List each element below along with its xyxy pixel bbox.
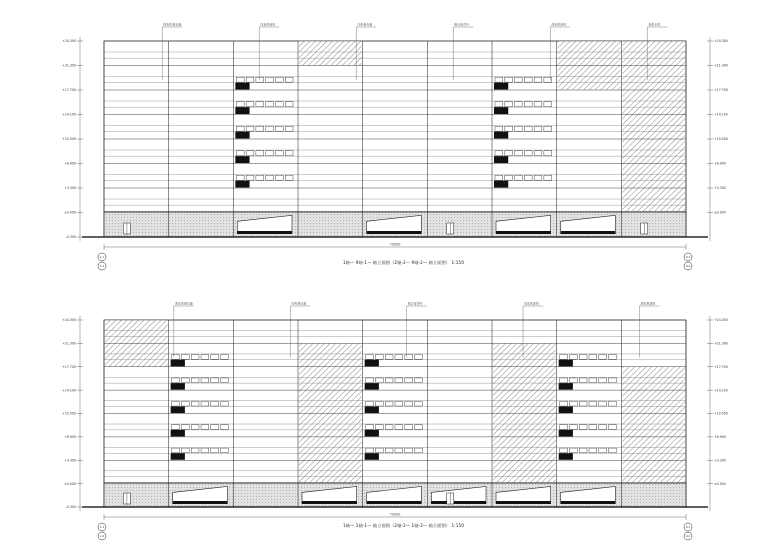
window-pane (236, 175, 244, 180)
elevation-top (62, 22, 728, 271)
balcony-rail (365, 360, 379, 367)
window-pane (221, 355, 229, 360)
window-pane (385, 378, 393, 383)
balcony-rail (365, 406, 379, 413)
window-pane (256, 175, 264, 180)
dock-sill (496, 501, 551, 504)
window-pane (515, 77, 523, 82)
level-mark-left: +10.500 (62, 411, 76, 416)
elevation-bottom-title: 1轴— 1轴-1— 轴立面图（2轴-2— 1轴-2— 轴立面图） 1:150 (343, 523, 465, 528)
window-pane (609, 401, 617, 406)
window-pane (285, 102, 293, 107)
window-pane (579, 425, 587, 430)
window-pane (599, 355, 607, 360)
dock-sill (302, 501, 357, 504)
elevation-top-title: 1轴— 9轴-1— 轴立面图（2轴-2— 9轴-2— 轴立面图） 1:150 (343, 260, 465, 265)
window-pane (172, 355, 180, 360)
window-pane (366, 355, 374, 360)
balcony-rail (171, 360, 185, 367)
window-pane (495, 151, 503, 156)
window-pane (599, 448, 607, 453)
window-pane (534, 102, 542, 107)
window-pane (544, 77, 552, 82)
window-pane (275, 151, 283, 156)
material-callout: 深灰色涂料 (640, 301, 656, 306)
material-callout: 铝合金百叶 (407, 301, 423, 306)
window-pane (524, 151, 532, 156)
window-pane (285, 151, 293, 156)
window-pane (366, 378, 374, 383)
window-pane (366, 425, 374, 430)
dock-sill (237, 231, 292, 234)
level-mark-left: +21.300 (62, 63, 76, 68)
window-pane (599, 425, 607, 430)
window-pane (266, 102, 274, 107)
level-mark-left: +14.100 (62, 112, 76, 117)
balcony-rail (171, 406, 185, 413)
window-pane (211, 401, 219, 406)
balcony-rail (494, 156, 508, 163)
window-pane (589, 448, 597, 453)
window-pane (385, 425, 393, 430)
window-pane (211, 355, 219, 360)
axis-bubble-label: 1-2 (99, 535, 105, 539)
window-pane (385, 448, 393, 453)
window-pane (515, 126, 523, 131)
window-pane (495, 102, 503, 107)
window-pane (172, 425, 180, 430)
hatched-panel (299, 41, 362, 66)
window-pane (405, 425, 413, 430)
window-pane (256, 126, 264, 131)
window-pane (415, 425, 423, 430)
axis-bubble-label: 9-1 (685, 526, 691, 530)
window-pane (191, 448, 199, 453)
window-pane (609, 448, 617, 453)
level-mark-left: -0.300 (65, 235, 76, 240)
window-pane (211, 425, 219, 430)
window-pane (221, 378, 229, 383)
window-pane (534, 151, 542, 156)
window-pane (201, 448, 209, 453)
level-mark-left: ±0.000 (64, 481, 76, 486)
dock-sill (173, 501, 228, 504)
window-pane (375, 401, 383, 406)
material-callout: 浅灰色涂料 (260, 22, 276, 27)
axis-bubble-label: 9-2 (685, 265, 691, 269)
level-mark-right: +14.100 (714, 388, 728, 393)
level-mark-right: ±0.000 (714, 210, 726, 215)
window-pane (266, 151, 274, 156)
axis-bubble-label: 9-2 (685, 535, 691, 539)
window-pane (256, 102, 264, 107)
window-pane (524, 126, 532, 131)
window-pane (395, 448, 403, 453)
window-pane (505, 77, 513, 82)
window-pane (266, 175, 274, 180)
window-pane (495, 126, 503, 131)
dock-sill (561, 231, 616, 234)
window-pane (201, 355, 209, 360)
window-pane (534, 77, 542, 82)
window-pane (211, 448, 219, 453)
axis-bubble-label: 9-1 (685, 256, 691, 260)
window-pane (524, 77, 532, 82)
window-pane (609, 425, 617, 430)
level-mark-right: +3.300 (714, 186, 726, 191)
window-pane (285, 77, 293, 82)
level-mark-left: -0.300 (65, 505, 76, 510)
dock-sill (431, 501, 486, 504)
window-pane (589, 425, 597, 430)
window-pane (405, 448, 413, 453)
balcony-rail (559, 430, 573, 437)
window-pane (495, 77, 503, 82)
window-pane (256, 77, 264, 82)
window-pane (579, 401, 587, 406)
level-mark-right: +10.500 (714, 137, 728, 142)
window-pane (599, 401, 607, 406)
window-pane (560, 425, 568, 430)
window-pane (181, 401, 189, 406)
balcony-rail (559, 406, 573, 413)
window-pane (236, 151, 244, 156)
window-pane (560, 378, 568, 383)
window-pane (385, 355, 393, 360)
window-pane (505, 175, 513, 180)
window-pane (246, 126, 254, 131)
window-pane (181, 378, 189, 383)
window-pane (495, 175, 503, 180)
window-pane (201, 401, 209, 406)
material-callout: 白色真石漆 (357, 22, 373, 27)
material-callout: 灰色石材 (648, 22, 661, 27)
level-mark-left: ±0.000 (64, 210, 76, 215)
balcony-rail (559, 360, 573, 367)
window-pane (221, 401, 229, 406)
window-pane (275, 77, 283, 82)
window-pane (515, 102, 523, 107)
window-pane (211, 378, 219, 383)
level-mark-right: +17.700 (714, 88, 728, 93)
window-pane (246, 151, 254, 156)
window-pane (395, 425, 403, 430)
window-pane (266, 77, 274, 82)
window-pane (569, 401, 577, 406)
window-pane (579, 355, 587, 360)
level-mark-left: +14.100 (62, 388, 76, 393)
axis-bubble-label: 1-1 (99, 256, 105, 260)
window-pane (375, 425, 383, 430)
window-pane (589, 378, 597, 383)
balcony-rail (559, 383, 573, 390)
window-pane (395, 355, 403, 360)
window-pane (246, 102, 254, 107)
window-pane (285, 126, 293, 131)
level-mark-left: +6.900 (64, 161, 76, 166)
balcony-rail (559, 453, 573, 460)
balcony-rail (494, 83, 508, 90)
window-pane (505, 151, 513, 156)
window-pane (236, 126, 244, 131)
level-mark-right: +21.300 (714, 341, 728, 346)
window-pane (569, 378, 577, 383)
window-pane (375, 448, 383, 453)
level-mark-left: +17.700 (62, 364, 76, 369)
window-pane (524, 102, 532, 107)
window-pane (181, 355, 189, 360)
material-callout: 深灰色涂料 (551, 22, 567, 27)
axis-bubble-label: 1-2 (99, 265, 105, 269)
window-pane (191, 378, 199, 383)
balcony-rail (365, 430, 379, 437)
window-pane (599, 378, 607, 383)
window-pane (275, 175, 283, 180)
level-mark-right: +3.300 (714, 458, 726, 463)
balcony-rail (171, 430, 185, 437)
window-pane (569, 448, 577, 453)
balcony-rail (494, 132, 508, 139)
window-pane (385, 401, 393, 406)
window-pane (172, 448, 180, 453)
level-mark-left: +6.900 (64, 435, 76, 440)
level-mark-right: +6.900 (714, 161, 726, 166)
window-pane (515, 151, 523, 156)
hatched-panel (622, 41, 685, 213)
window-pane (405, 378, 413, 383)
level-mark-left: +21.300 (62, 341, 76, 346)
window-pane (275, 126, 283, 131)
hatched-panel (622, 367, 685, 484)
window-pane (560, 401, 568, 406)
level-mark-left: +3.300 (64, 186, 76, 191)
elevation-bottom (62, 301, 728, 541)
balcony-rail (171, 383, 185, 390)
dock-sill (367, 501, 422, 504)
window-pane (181, 448, 189, 453)
balcony-rail (235, 132, 249, 139)
axis-bubble-label: 1-1 (99, 526, 105, 530)
window-pane (560, 355, 568, 360)
balcony-rail (365, 383, 379, 390)
material-callout: 浅灰色涂料 (524, 301, 540, 306)
window-pane (544, 102, 552, 107)
level-mark-left: +17.700 (62, 88, 76, 93)
window-pane (266, 126, 274, 131)
window-pane (415, 355, 423, 360)
material-callout: 铝合金百叶 (454, 22, 470, 27)
material-callout: 深灰色真石漆 (163, 22, 182, 27)
window-pane (569, 425, 577, 430)
balcony-rail (494, 181, 508, 188)
window-pane (415, 378, 423, 383)
window-pane (366, 448, 374, 453)
window-pane (366, 401, 374, 406)
window-pane (524, 175, 532, 180)
window-pane (560, 448, 568, 453)
level-mark-right: +24.300 (714, 39, 728, 44)
window-pane (505, 102, 513, 107)
window-pane (375, 355, 383, 360)
window-pane (236, 102, 244, 107)
level-mark-right: +21.300 (714, 63, 728, 68)
dock-sill (367, 231, 422, 234)
window-pane (191, 355, 199, 360)
window-pane (405, 401, 413, 406)
window-pane (275, 102, 283, 107)
balcony-rail (171, 453, 185, 460)
level-mark-right: ±0.000 (714, 481, 726, 486)
material-callout: 白色真石漆 (291, 301, 307, 306)
balcony-rail (235, 83, 249, 90)
window-pane (515, 175, 523, 180)
window-pane (221, 448, 229, 453)
balcony-rail (235, 107, 249, 114)
window-pane (172, 401, 180, 406)
dock-sill (561, 501, 616, 504)
window-pane (191, 425, 199, 430)
level-mark-right: +24.300 (714, 318, 728, 323)
level-mark-left: +3.300 (64, 458, 76, 463)
window-pane (534, 175, 542, 180)
window-pane (221, 425, 229, 430)
level-mark-right: +10.500 (714, 411, 728, 416)
balcony-rail (235, 156, 249, 163)
window-pane (579, 448, 587, 453)
window-pane (172, 378, 180, 383)
balcony-rail (235, 181, 249, 188)
level-mark-left: +10.500 (62, 137, 76, 142)
level-mark-right: +14.100 (714, 112, 728, 117)
window-pane (589, 401, 597, 406)
window-pane (236, 77, 244, 82)
window-pane (256, 151, 264, 156)
material-callout: 深灰色真石漆 (174, 301, 193, 306)
window-pane (544, 175, 552, 180)
window-pane (405, 355, 413, 360)
window-pane (191, 401, 199, 406)
window-pane (505, 126, 513, 131)
overall-dimension-label: 72000 (389, 512, 401, 517)
balcony-rail (494, 107, 508, 114)
window-pane (246, 77, 254, 82)
window-pane (589, 355, 597, 360)
overall-dimension-label: 72000 (389, 242, 401, 247)
window-pane (201, 425, 209, 430)
window-pane (569, 355, 577, 360)
window-pane (415, 401, 423, 406)
window-pane (534, 126, 542, 131)
balcony-rail (365, 453, 379, 460)
window-pane (609, 355, 617, 360)
window-pane (201, 378, 209, 383)
window-pane (579, 378, 587, 383)
level-mark-right: +6.900 (714, 435, 726, 440)
window-pane (544, 126, 552, 131)
window-pane (181, 425, 189, 430)
window-pane (395, 401, 403, 406)
window-pane (246, 175, 254, 180)
window-pane (609, 378, 617, 383)
level-mark-left: +24.300 (62, 39, 76, 44)
window-pane (395, 378, 403, 383)
window-pane (415, 448, 423, 453)
window-pane (285, 175, 293, 180)
window-pane (544, 151, 552, 156)
level-mark-left: +24.300 (62, 318, 76, 323)
level-mark-right: +17.700 (714, 364, 728, 369)
window-pane (375, 378, 383, 383)
dock-sill (496, 231, 551, 234)
